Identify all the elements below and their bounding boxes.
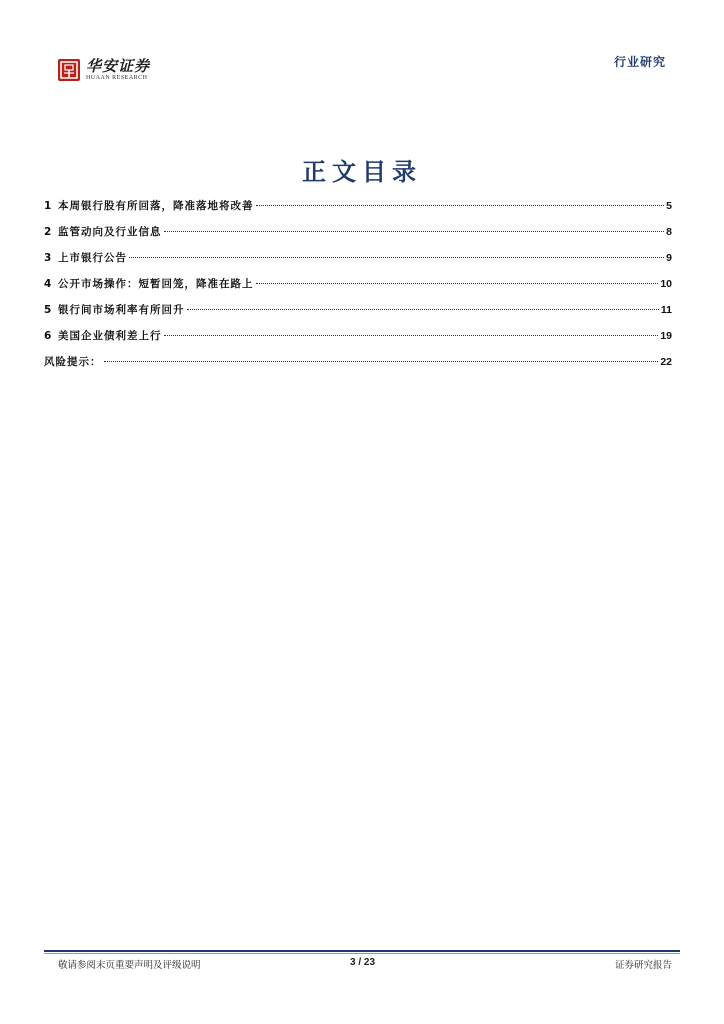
toc-number: 2	[44, 226, 52, 238]
page-footer	[58, 957, 672, 971]
toc-page-number: 11	[660, 304, 672, 316]
footer-rule-thin	[44, 953, 680, 954]
toc-page-number: 10	[660, 278, 672, 290]
toc-entry[interactable]	[44, 250, 672, 276]
toc-label: 公开市场操作：短暂回笼，降准在路上	[58, 278, 254, 290]
toc-number: 5	[44, 304, 52, 316]
footer-disclaimer: 敬请参阅末页重要声明及评级说明	[58, 960, 201, 971]
toc-entry[interactable]	[44, 198, 672, 224]
toc-page-number: 22	[660, 356, 672, 368]
toc-leader-dots	[187, 308, 659, 310]
footer-report-type: 证券研究报告	[614, 960, 672, 971]
logo-english-text: HUAAN RESEARCH	[86, 75, 148, 81]
toc-label: 上市银行公告	[58, 252, 127, 264]
toc-leader-dots	[104, 360, 659, 362]
toc-page-number: 5	[666, 200, 672, 212]
toc-entry[interactable]	[44, 276, 672, 302]
company-logo	[58, 58, 150, 82]
toc-label: 监管动向及行业信息	[58, 226, 162, 238]
table-of-contents	[44, 198, 672, 380]
toc-entry[interactable]	[44, 328, 672, 354]
toc-leader-dots	[164, 230, 665, 232]
page-header	[0, 0, 724, 100]
toc-page-number: 8	[666, 226, 672, 238]
toc-entry[interactable]	[44, 224, 672, 250]
toc-label: 风险提示：	[44, 356, 102, 368]
toc-number: 1	[44, 200, 52, 212]
toc-leader-dots	[164, 334, 659, 336]
toc-number: 4	[44, 278, 52, 290]
toc-number: 6	[44, 330, 52, 342]
page-title: 正文目录	[302, 158, 422, 186]
toc-leader-dots	[256, 204, 665, 206]
section-label: 行业研究	[613, 55, 666, 69]
toc-number: 3	[44, 252, 52, 264]
toc-entry[interactable]	[44, 302, 672, 328]
toc-label: 银行间市场利率有所回升	[58, 304, 185, 316]
toc-leader-dots	[256, 282, 659, 284]
page-number: 3 / 23	[349, 957, 376, 968]
toc-page-number: 19	[660, 330, 672, 342]
footer-rule	[44, 950, 680, 952]
toc-page-number: 9	[666, 252, 672, 264]
logo-seal-icon	[58, 59, 80, 81]
logo-chinese-text: 华安证券	[86, 57, 151, 75]
toc-entry[interactable]	[44, 354, 672, 380]
toc-label: 美国企业债利差上行	[58, 330, 162, 342]
toc-leader-dots	[129, 256, 664, 258]
toc-label: 本周银行股有所回落，降准落地将改善	[58, 200, 254, 212]
